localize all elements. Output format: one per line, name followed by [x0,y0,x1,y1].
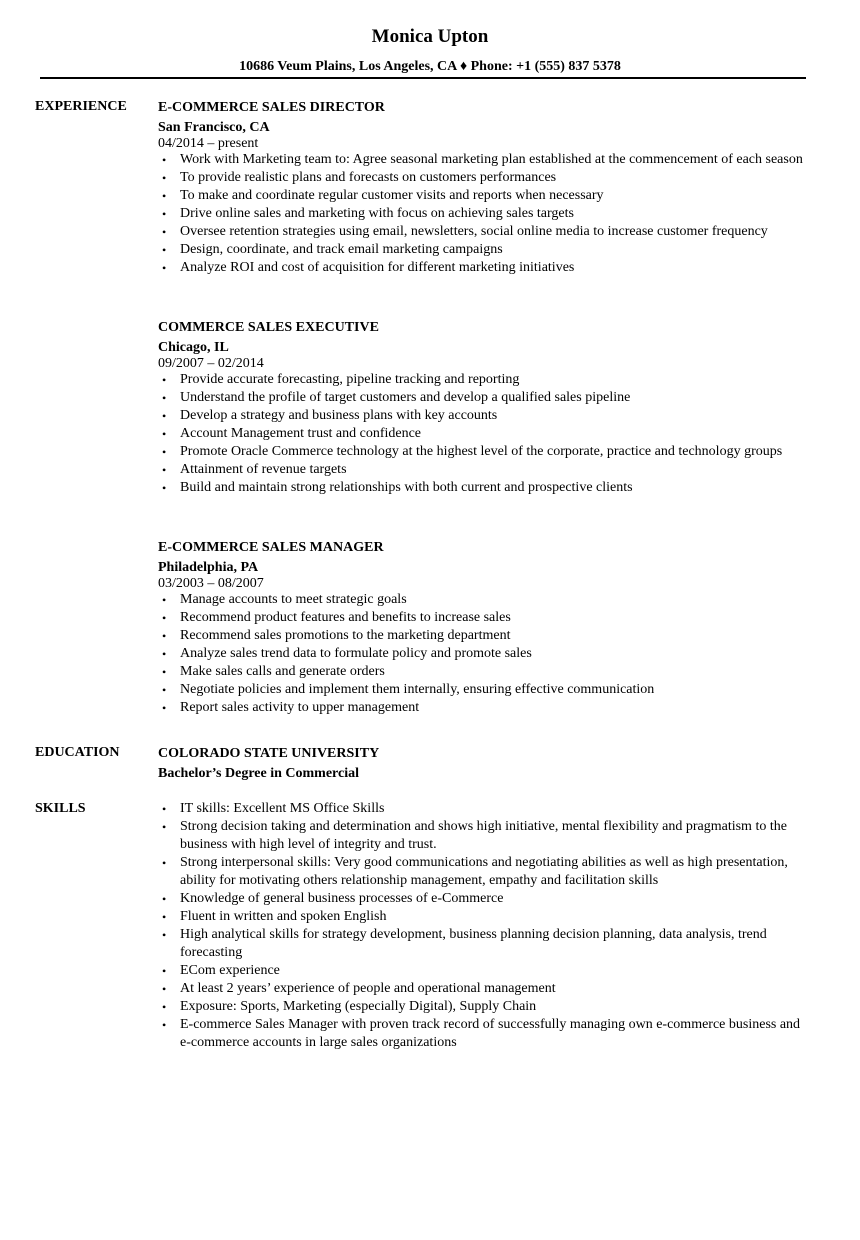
job-bullets [158,151,808,277]
list-item: • Fluent in written and spoken English [162,909,387,924]
degree: Bachelor’s Degree in Commercial [158,766,359,781]
bullet-icon: • [162,207,167,221]
bullet-icon: • [162,373,167,387]
list-item: • E-commerce Sales Manager with proven track record of successfully managing own e-commerce business and e-commerce accounts in large sales organizations [162,1017,801,1050]
bullet-icon: • [162,189,167,203]
bullet-icon: • [162,629,167,643]
bullet-icon: • [162,1018,167,1032]
bullet-icon: • [162,463,167,477]
list-item: • Build and maintain strong relationships with both current and prospective clients [162,480,633,495]
bullet-icon: • [162,593,167,607]
job-dates: 03/2003 – 08/2007 [158,576,264,591]
list-item: • Exposure: Sports, Marketing (especially Digital), Supply Chain [162,999,537,1014]
bullet-icon: • [162,892,167,906]
list-item: • Drive online sales and marketing with focus on achieving sales targets [162,206,574,221]
bullet-icon: • [162,982,167,996]
list-item: • Analyze ROI and cost of acquisition for different marketing initiatives [162,260,575,275]
list-item: • Understand the profile of target customers and develop a qualified sales pipeline [162,390,631,405]
job-dates: 04/2014 – present [158,136,259,151]
bullet-icon: • [162,225,167,239]
bullet-icon: • [162,683,167,697]
list-item: • At least 2 years’ experience of people and operational management [162,981,556,996]
bullet-icon: • [162,409,167,423]
skills-list [158,800,808,1052]
job-bullets [158,591,808,717]
bullet-icon: • [162,391,167,405]
list-item: • Knowledge of general business processes of e-Commerce [162,891,504,906]
education-entry [158,745,808,782]
bullet-icon: • [162,910,167,924]
bullet-icon: • [162,701,167,715]
list-item: • Oversee retention strategies using email, newsletters, social online media to increase customer frequency [162,224,768,239]
job-title: COMMERCE SALES EXECUTIVE [158,320,379,335]
list-item: • Analyze sales trend data to formulate policy and promote sales [162,646,532,661]
bullet-icon: • [162,820,167,834]
list-item: • Make sales calls and generate orders [162,664,385,679]
list-item: • Develop a strategy and business plans with key accounts [162,408,498,423]
job-entry [158,539,808,717]
list-item: • To provide realistic plans and forecasts on customers performances [162,170,557,185]
list-item: • Work with Marketing team to: Agree seasonal marketing plan established at the commencement of each season [162,152,803,167]
bullet-icon: • [162,611,167,625]
list-item: • Report sales activity to upper management [162,700,420,715]
experience-heading: EXPERIENCE [35,99,127,114]
job-title: E-COMMERCE SALES DIRECTOR [158,100,385,115]
job-location: Philadelphia, PA [158,560,259,575]
bullet-icon: • [162,802,167,816]
list-item: • High analytical skills for strategy development, business planning decision planning, data analysis, trend forecasting [162,927,767,960]
bullet-icon: • [162,445,167,459]
list-item: • Negotiate policies and implement them internally, ensuring effective communication [162,682,655,697]
job-entry [158,99,808,277]
job-location: San Francisco, CA [158,120,270,135]
list-item: • Strong decision taking and determination and shows high initiative, mental flexibility and pragmatism to the business with high level of integrity and trust. [162,819,787,852]
list-item: • Manage accounts to meet strategic goals [162,592,407,607]
list-item: • Recommend product features and benefits to increase sales [162,610,511,625]
list-item: • Recommend sales promotions to the marketing department [162,628,511,643]
header-divider [40,77,806,79]
bullet-icon: • [162,647,167,661]
job-title: E-COMMERCE SALES MANAGER [158,540,384,555]
list-item: • ECom experience [162,963,280,978]
list-item: • Provide accurate forecasting, pipeline tracking and reporting [162,372,520,387]
job-bullets [158,371,808,497]
list-item: • To make and coordinate regular customer visits and reports when necessary [162,188,604,203]
bullet-icon: • [162,928,167,942]
contact-info: 10686 Veum Plains, Los Angeles, CA ♦ Phone: +1 (555) 837 5378 [239,59,621,74]
school-name: COLORADO STATE UNIVERSITY [158,746,380,761]
skills-list-container [158,800,808,1052]
bullet-icon: • [162,427,167,441]
bullet-icon: • [162,171,167,185]
education-heading: EDUCATION [35,745,120,760]
job-entry [158,319,808,497]
job-dates: 09/2007 – 02/2014 [158,356,264,371]
list-item: • Promote Oracle Commerce technology at the highest level of the corporate, practice and technology groups [162,444,783,459]
bullet-icon: • [162,243,167,257]
list-item: • Attainment of revenue targets [162,462,347,477]
candidate-name: Monica Upton [371,26,489,47]
bullet-icon: • [162,261,167,275]
bullet-icon: • [162,481,167,495]
bullet-icon: • [162,153,167,167]
list-item: • Account Management trust and confidence [162,426,422,441]
bullet-icon: • [162,964,167,978]
job-location: Chicago, IL [158,340,229,355]
skills-heading: SKILLS [35,801,86,816]
list-item: • Strong interpersonal skills: Very good communications and negotiating abilities as well as high presentation, ability for motivating others relationship management, empathy and facilitation skills [162,855,788,888]
bullet-icon: • [162,1000,167,1014]
list-item: • Design, coordinate, and track email marketing campaigns [162,242,503,257]
bullet-icon: • [162,856,167,870]
bullet-icon: • [162,665,167,679]
list-item: • IT skills: Excellent MS Office Skills [162,801,385,816]
